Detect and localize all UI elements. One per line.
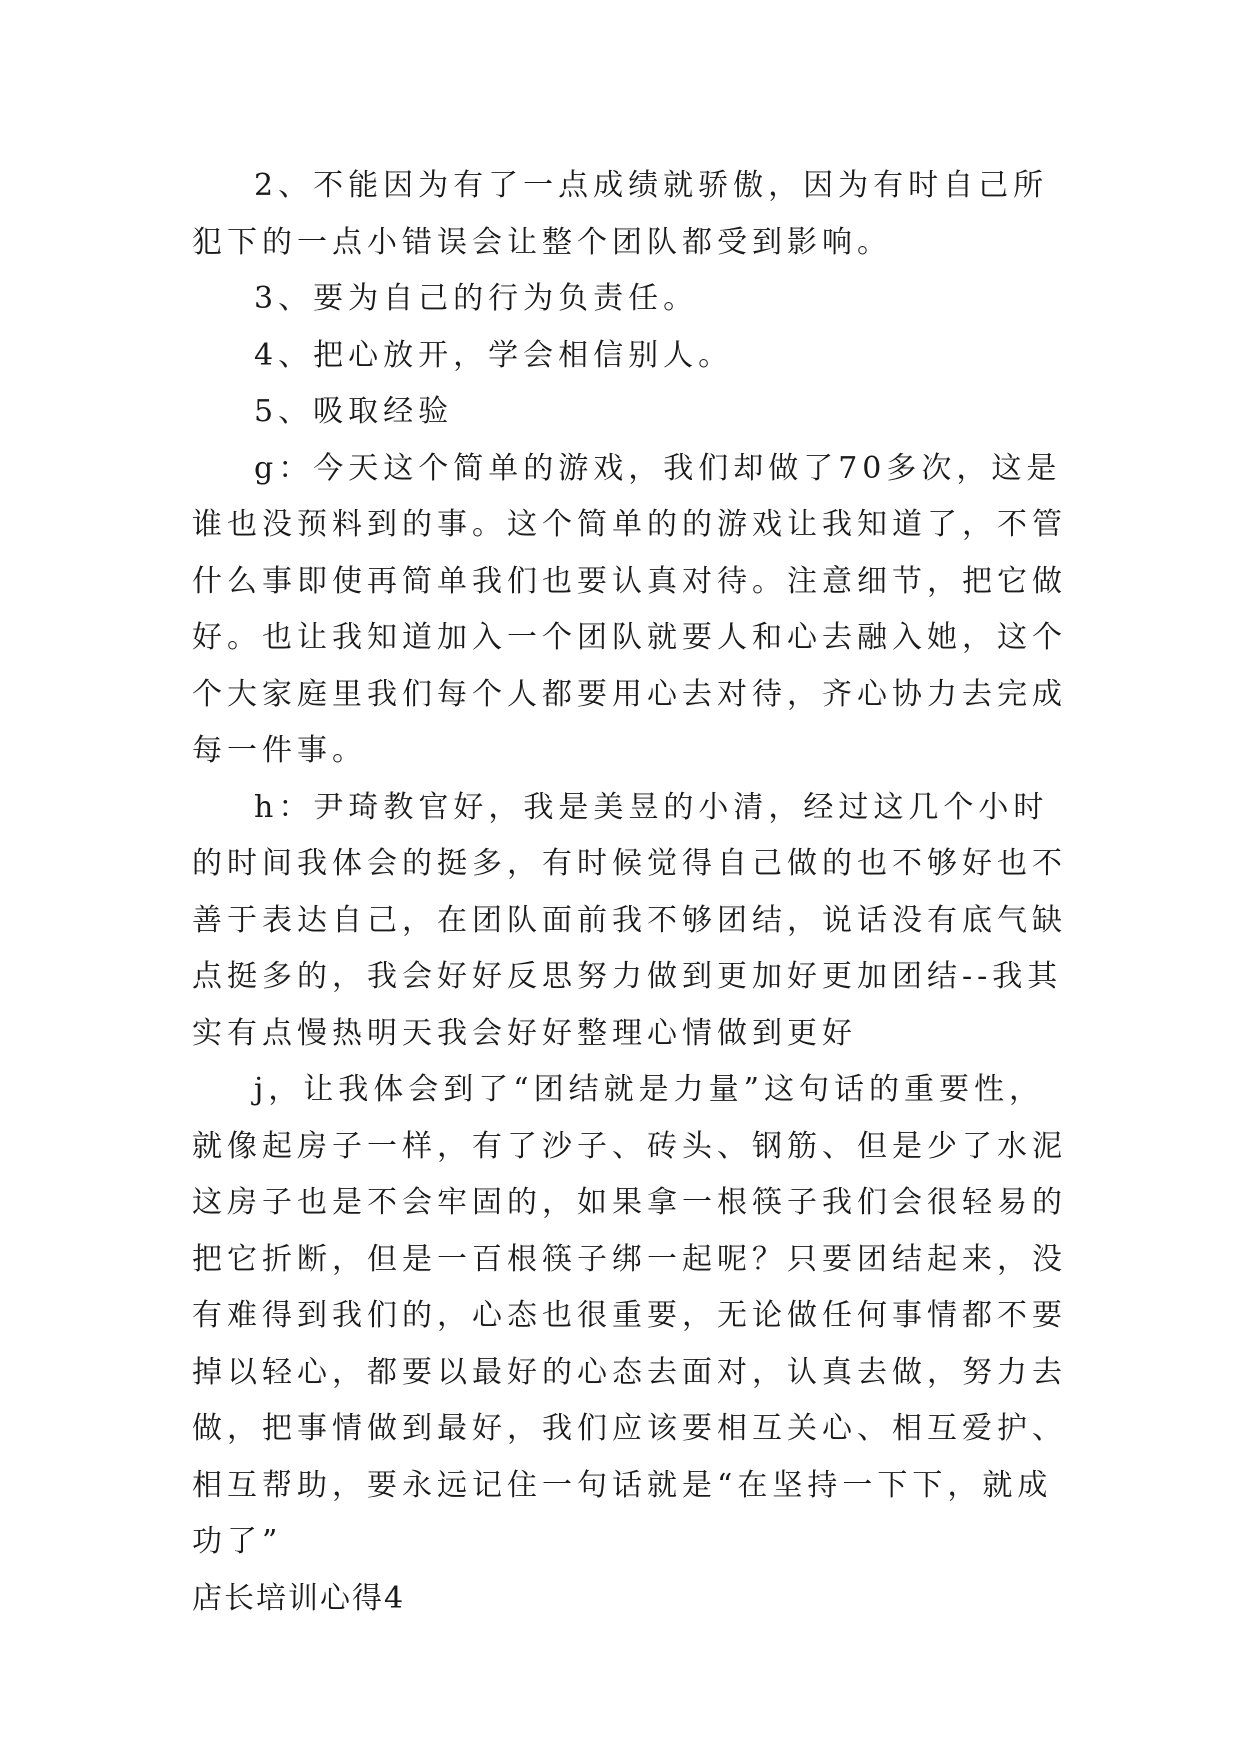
document-body (192, 158, 1072, 1627)
paragraph-point-2: 2、不能因为有了一点成绩就骄傲，因为有时自己所犯下的一点小错误会让整个团队都受到影响。 (192, 168, 1049, 260)
paragraph-h: h：尹琦教官好，我是美昱的小清，经过这几个小时的时间我体会的挺多，有时候觉得自己做的也不够好也不善于表达自己，在团队面前我不够团结，说话没有底气缺点挺多的，我会好好反思努力做到更加好更加团结--我其实有点慢热明天我会好好整理心情做到更好 (192, 789, 1067, 1051)
paragraph-j: j，让我体会到了“团结就是力量”这句话的重要性，就像起房子一样，有了沙子、砖头、钢筋、但是少了水泥这房子也是不会牢固的，如果拿一根筷子我们会很轻易的把它折断，但是一百根筷子绑一起呢？只要团结起来，没有难得到我们的，心态也很重要，无论做任何事情都不要掉以轻心，都要以最好的心态去面对，认真去做，努力去做，把事情做到最好，我们应该要相互关心、相互爱护、相互帮助，要永远记住一句话就是“在坚持一下下，就成功了” (192, 1072, 1067, 1559)
paragraph-g: g：今天这个简单的游戏，我们却做了70多次，这是谁也没预料到的事。这个简单的的游戏让我知道了，不管什么事即使再简单我们也要认真对待。注意细节，把它做好。也让我知道加入一个团队就要人和心去融入她，这个个大家庭里我们每个人都要用心去对待，齐心协力去完成每一件事。 (192, 450, 1067, 768)
section-heading: 店长培训心得4 (192, 1580, 406, 1616)
paragraph-point-4: 4、把心放开，学会相信别人。 (254, 337, 734, 373)
paragraph-point-5: 5、吸取经验 (254, 394, 454, 429)
paragraph-point-3: 3、要为自己的行为负责任。 (254, 281, 699, 316)
